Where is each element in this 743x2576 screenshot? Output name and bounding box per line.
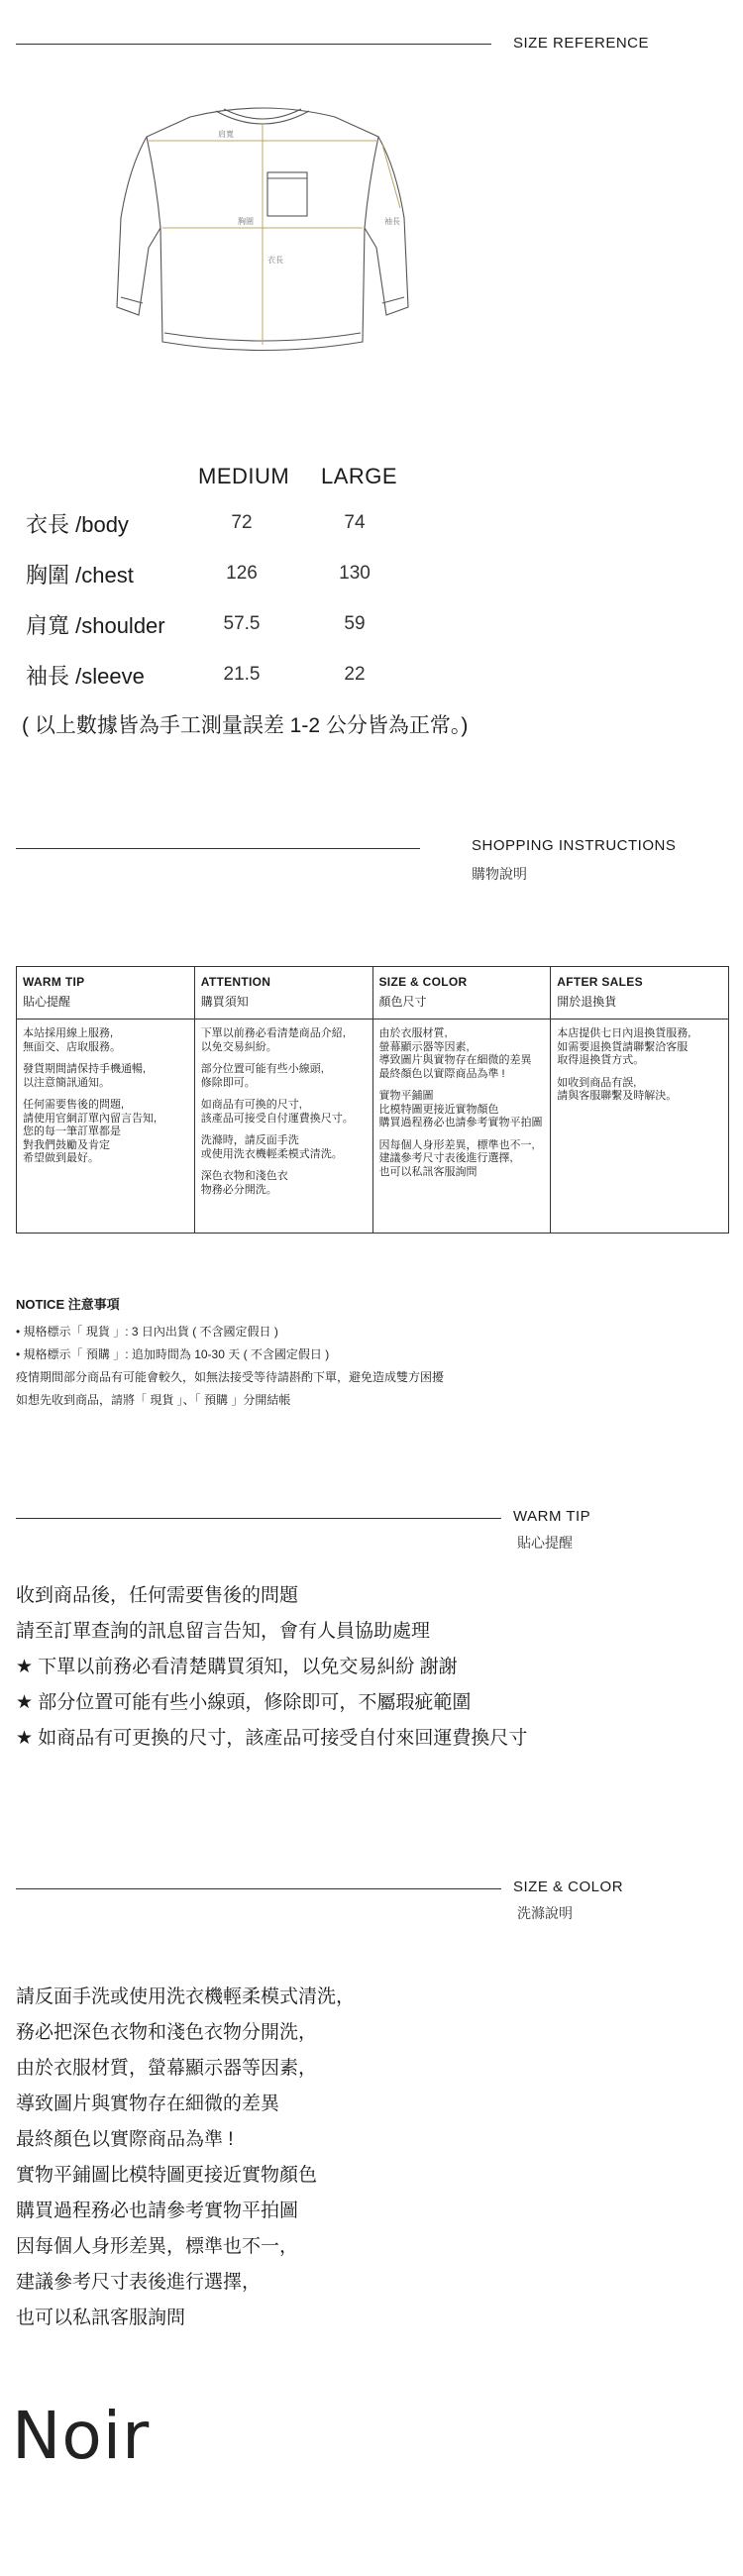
info-paragraph: 部分位置可能有些小線頭, 修除即可。 — [200, 1063, 324, 1089]
warm-tip-line: 請至訂單查詢的訊息留言告知，會有人員協助處理 — [16, 1621, 431, 1642]
warm-tip-divider — [16, 1518, 501, 1519]
info-paragraph: 如收到商品有誤, 請與客服聯繫及時解決。 — [557, 1076, 678, 1102]
size-cell: 126 — [226, 563, 258, 584]
notice-title: NOTICE 注意事項 — [16, 1297, 120, 1312]
size-color-line: 也可以私訊客服詢問 — [16, 2308, 186, 2328]
info-cell-attention — [195, 1020, 373, 1233]
dim-label-shoulder: 肩寬 — [218, 130, 234, 139]
warm-tip-subtitle: 貼心提醒 — [517, 1535, 573, 1551]
size-measure-note: ( 以上數據皆為手工測量誤差 1-2 公分皆為正常。) — [22, 714, 469, 737]
dim-label-chest: 胸圍 — [238, 217, 254, 226]
info-paragraph: 實物平鋪圖 比模特圖更接近實物顏色 購買過程務必也請參考實物平拍圖 — [378, 1090, 543, 1128]
size-cell: 130 — [339, 563, 371, 584]
warm-tip-line: ★ 部分位置可能有些小線頭，修除即可，不屬瑕疵範圍 — [16, 1692, 472, 1713]
size-col-large: LARGE — [321, 464, 398, 488]
size-color-line: 建議參考尺寸表後進行選擇， — [16, 2272, 262, 2293]
size-color-line: 請反面手洗或使用洗衣機輕柔模式清洗， — [16, 1986, 356, 2007]
size-color-line: 實物平鋪圖比模特圖更接近實物顏色 — [16, 2165, 318, 2186]
info-col-title: ATTENTION — [200, 975, 271, 989]
info-cell-after-sales — [551, 1020, 728, 1233]
shopping-title: SHOPPING INSTRUCTIONS — [472, 837, 677, 854]
info-col-title: WARM TIP — [23, 975, 85, 989]
info-col-warm-tip — [17, 967, 195, 1019]
size-row-label: 袖長 /sleeve — [26, 664, 145, 689]
notice-line: 如想先收到商品，請將「 現貨 」、「 預購 」分開結帳 — [16, 1393, 291, 1407]
info-table-header — [17, 967, 728, 1020]
info-col-subtitle: 購買須知 — [200, 995, 249, 1009]
size-cell: 72 — [231, 512, 253, 533]
size-col-medium: MEDIUM — [198, 464, 290, 488]
info-paragraph: 本店提供七日內退換貨服務, 如需要退換貨請聯繫洽客服 取得退換貨方式。 — [557, 1027, 691, 1066]
size-color-line: 購買過程務必也請參考實物平拍圖 — [16, 2200, 299, 2221]
size-cell: 22 — [344, 664, 366, 685]
info-table-body — [17, 1020, 728, 1233]
size-cell: 57.5 — [223, 613, 261, 634]
size-row-label: 肩寬 /shoulder — [26, 613, 165, 638]
size-row-label: 衣長 /body — [26, 512, 129, 537]
dim-label-sleeve: 袖長 — [384, 217, 400, 226]
dim-label-body: 衣長 — [267, 256, 283, 265]
info-paragraph: 下單以前務必看清楚商品介紹, 以免交易糾紛。 — [200, 1027, 346, 1053]
size-color-line: 因每個人身形差異，標準也不一， — [16, 2236, 299, 2257]
info-col-subtitle: 顏色尺寸 — [378, 995, 427, 1009]
info-paragraph: 發貨期間請保持手機通暢, 以注意簡訊通知。 — [23, 1063, 147, 1089]
info-col-after-sales — [551, 967, 728, 1019]
size-color-title: SIZE & COLOR — [513, 1878, 624, 1895]
info-paragraph: 如商品有可換的尺寸, 該產品可接受自付運費換尺寸。 — [200, 1099, 354, 1125]
shopping-subtitle: 購物說明 — [472, 866, 527, 882]
warm-tip-line: ★ 下單以前務必看清楚購買須知，以免交易糾紛 謝謝 — [16, 1657, 458, 1677]
size-color-line: 由於衣服材質，螢幕顯示器等因素， — [16, 2058, 318, 2079]
info-paragraph: 由於衣服材質, 螢幕顯示器等因素, 導致圖片與實物存在細微的差異 最終顏色以實際商品為準 ! — [378, 1027, 532, 1080]
info-paragraph: 本站採用線上服務, 無面交、店取服務。 — [23, 1027, 121, 1053]
info-col-subtitle: 開於退換貨 — [557, 995, 617, 1009]
info-paragraph: 深色衣物和淺色衣 物務必分開洗。 — [200, 1170, 288, 1196]
size-color-line: 導致圖片與實物存在細微的差異 — [16, 2093, 280, 2114]
info-col-title: SIZE & COLOR — [378, 975, 468, 989]
size-reference-title: SIZE REFERENCE — [513, 35, 650, 52]
info-cell-warm-tip — [17, 1020, 195, 1233]
info-cell-size-color — [373, 1020, 552, 1233]
brand-logo: Noir — [12, 2398, 151, 2474]
info-col-attention — [195, 967, 373, 1019]
size-cell: 74 — [344, 512, 366, 533]
size-cell: 21.5 — [223, 664, 261, 685]
warm-tip-title: WARM TIP — [513, 1508, 591, 1525]
size-color-line: 務必把深色衣物和淺色衣物分開洗， — [16, 2022, 318, 2043]
shopping-info-table — [16, 966, 729, 1234]
notice-line: • 規格標示「 現貨 」: 3 日內出貨 ( 不含國定假日 ) — [16, 1325, 278, 1339]
size-cell: 59 — [344, 613, 366, 634]
garment-size-diagram — [99, 89, 426, 376]
size-color-subtitle: 洗滌說明 — [517, 1905, 573, 1921]
info-paragraph: 任何需要售後的問題, 請使用官網訂單內留言告知, 您的每一筆訂單都是 對我們鼓勵及肯定 希望做到最好。 — [23, 1099, 158, 1164]
info-paragraph: 因每個人身形差異，標準也不一, 建議參考尺寸表後進行選擇, 也可以私訊客服詢問 — [378, 1138, 535, 1178]
warm-tip-line: ★ 如商品有可更換的尺寸，該產品可接受自付來回運費換尺寸 — [16, 1728, 528, 1749]
size-color-line: 最終顏色以實際商品為準 ! — [16, 2129, 234, 2150]
size-reference-divider — [16, 44, 491, 45]
notice-line: • 規格標示「 預購 」: 追加時間為 10-30 天 ( 不含國定假日 ) — [16, 1347, 330, 1361]
info-col-size-color — [373, 967, 552, 1019]
warm-tip-line: 收到商品後，任何需要售後的問題 — [16, 1585, 299, 1606]
info-col-title: AFTER SALES — [557, 975, 643, 989]
info-paragraph: 洗滌時，請反面手洗 或使用洗衣機輕柔模式清洗。 — [200, 1134, 343, 1160]
size-row-label: 胸圍 /chest — [26, 563, 134, 588]
size-color-divider — [16, 1888, 501, 1889]
info-col-subtitle: 貼心提醒 — [23, 995, 71, 1009]
shopping-divider — [16, 848, 420, 849]
notice-line: 疫情期間部分商品有可能會較久，如無法接受等待請斟酌下單，避免造成雙方困擾 — [16, 1370, 445, 1384]
